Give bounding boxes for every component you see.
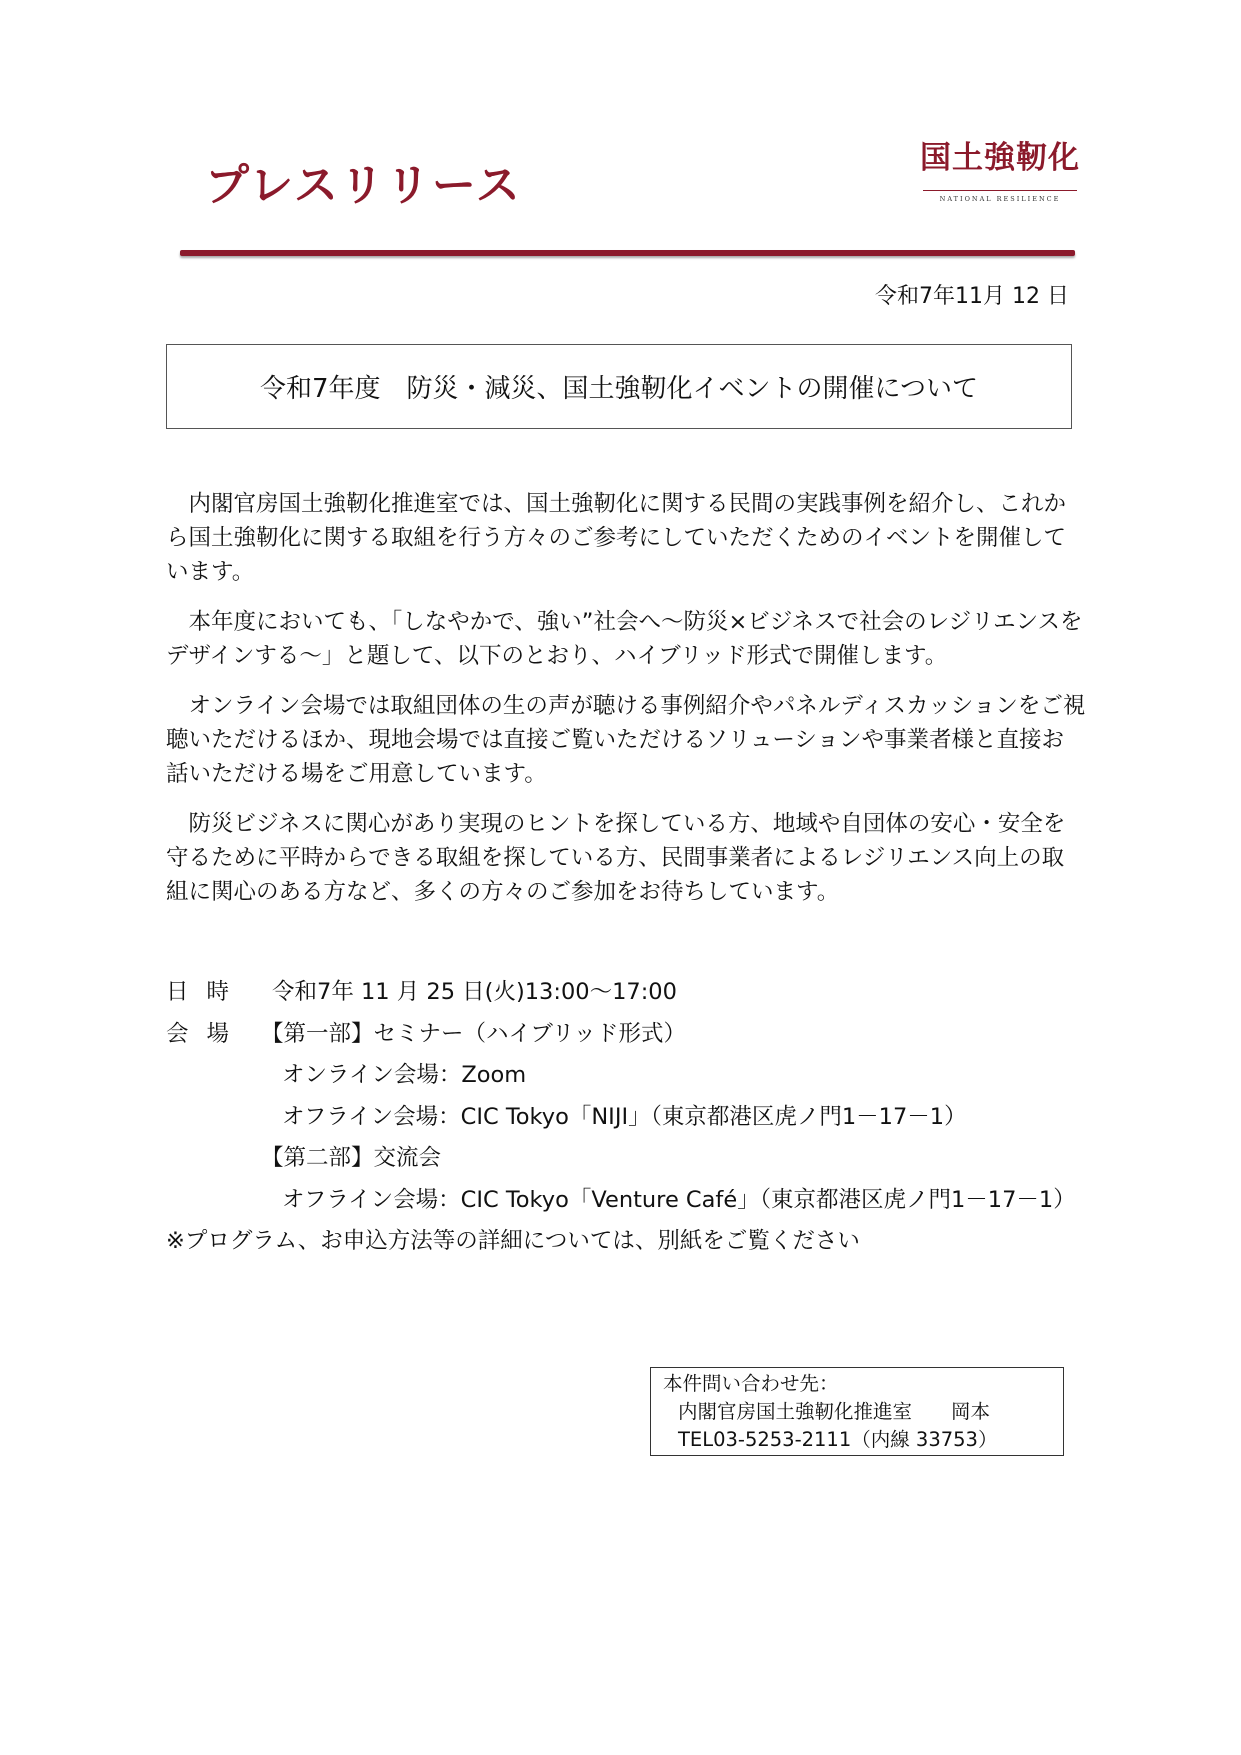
offline-venue1-row [166,1097,1086,1139]
note-row [166,1221,1086,1263]
part1-label: 【第一部】セミナー（ハイブリッド形式） [261,1020,687,1047]
event-details [166,972,1086,1263]
datetime-value: 令和7年 11 月 25 日(火)13:00～17:00 [272,979,677,1005]
online-venue-row [166,1055,1086,1097]
header-divider [180,250,1075,256]
offline-venue-venture-cafe: オフライン会場：CIC Tokyo「Venture Café」（東京都港区虎ノ門1－17－1） [282,1186,1076,1213]
logo-subtitle: NATIONAL RESILIENCE [939,195,1061,203]
national-resilience-logo [915,138,1085,203]
venue-row [166,1014,1086,1056]
contact-tel: TEL03-5253-2111（内線 33753） [678,1428,998,1451]
datetime-row [166,972,1086,1014]
part2-row [166,1138,1086,1180]
document-title-box [166,344,1072,429]
press-release-heading: プレスリリース [205,160,522,211]
offline-venue2-row [166,1180,1086,1222]
paragraph-venues: オンライン会場では取組団体の生の声が聴ける事例紹介やパネルディスカッションをご視聴いただけるほか、現地会場では直接ご覧いただけるソリューションや事業者様と直接お話いただける場をご用意しています。 [166,693,1086,787]
online-venue: オンライン会場：Zoom [282,1062,527,1088]
paragraph-invitation: 防災ビジネスに関心があり実現のヒントを探している方、地域や自団体の安心・安全を守るために平時からできる取組を探している方、民間事業者によるレジリエンス向上の取組に関心のある方など、多くの方々のご参加をお待ちしています。 [166,811,1066,905]
paragraph-theme: 本年度においても、「しなやかで、強い”社会へ～防災×ビジネスで社会のレジリエンスをデザインする～」と題して、以下のとおり、ハイブリッド形式で開催します。 [166,609,1083,669]
contact-box [650,1367,1064,1456]
datetime-label: 日時 [166,979,248,1005]
body-text [166,487,1086,925]
contact-heading: 本件問い合わせ先： [663,1372,839,1395]
contact-office: 内閣官房国土強靭化推進室 岡本 [678,1400,991,1423]
offline-venue-niji: オフライン会場：CIC Tokyo「NIJI」（東京都港区虎ノ門1－17－1） [282,1103,967,1130]
logo-text: 国土強靭化 [920,140,1080,176]
details-note: ※プログラム、お申込方法等の詳細については、別紙をご覧ください [166,1228,860,1254]
logo-divider [923,190,1077,191]
paragraph-intro: 内閣官房国土強靭化推進室では、国土強靭化に関する民間の実践事例を紹介し、これから国土強靭化に関する取組を行う方々のご参考にしていただくためのイベントを開催しています。 [166,491,1067,585]
part2-label: 【第二部】交流会 [261,1145,442,1171]
document-title: 令和7年度 防災・減災、国土強靭化イベントの開催について [259,374,979,404]
release-date: 令和7年11月 12 日 [875,284,1069,309]
venue-label: 会場 [166,1020,248,1047]
